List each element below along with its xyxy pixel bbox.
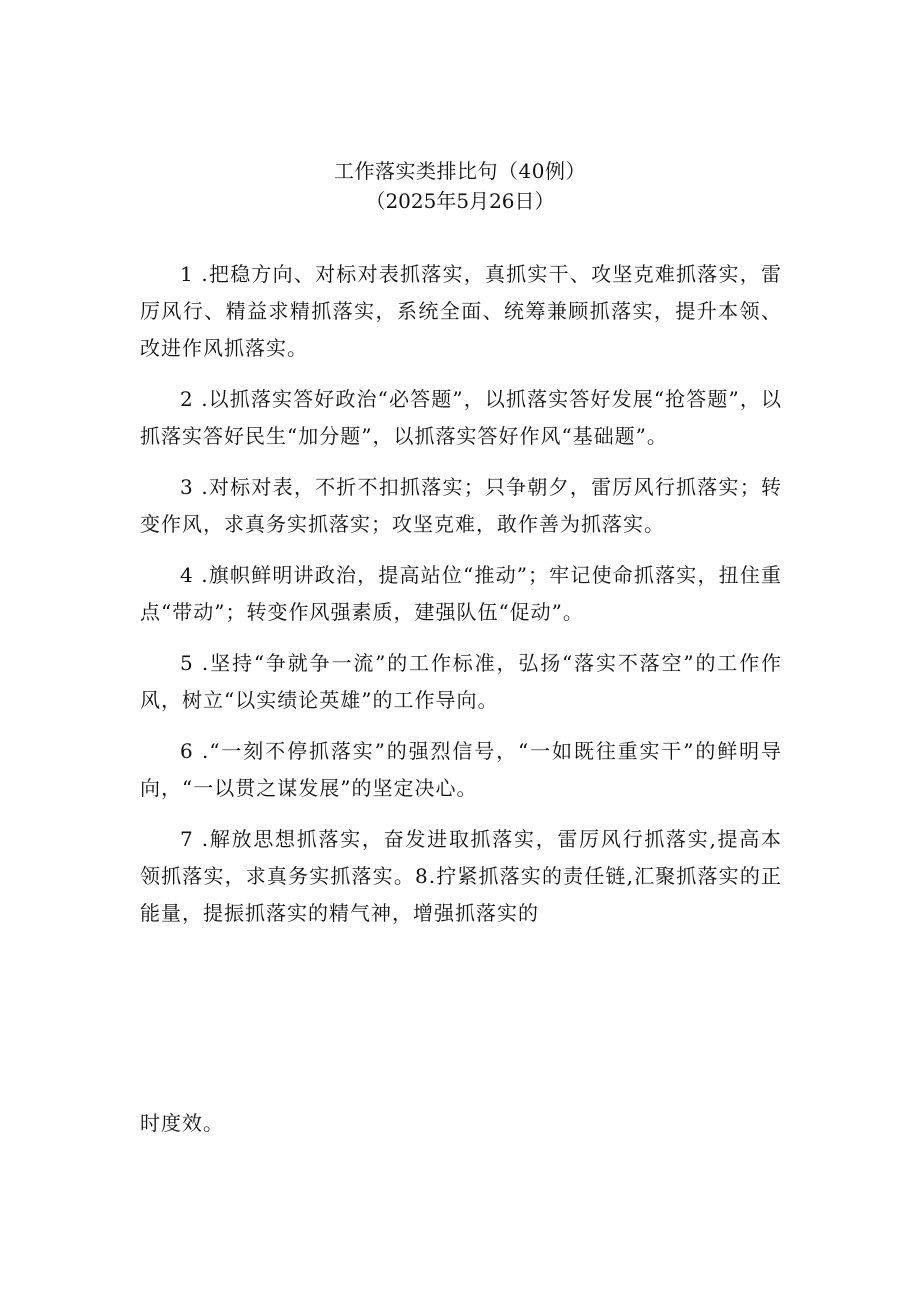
paragraph-7: 7 .解放思想抓落实，奋发进取抓落实，雷厉风行抓落实,提高本领抓落实，求真务实抓落实。8.拧紧抓落实的责任链,汇聚抓落实的正能量，提振抓落实的精气神，增强抓落实的 bbox=[140, 827, 782, 925]
paragraph-4: 4 .旗帜鲜明讲政治，提高站位“推动”；牢记使命抓落实，扭住重点“带动”；转变作风强素质，建强队伍“促动”。 bbox=[140, 563, 782, 624]
title-block bbox=[0, 156, 920, 216]
document-body bbox=[140, 256, 782, 946]
paragraph-6: 6 .“一刻不停抓落实”的强烈信号，“一如既往重实干”的鲜明导向，“一以贯之谋发展”的坚定决心。 bbox=[140, 739, 782, 800]
document-date: （2025年5月26日） bbox=[365, 189, 555, 213]
paragraph-3: 3 .对标对表，不折不扣抓落实；只争朝夕，雷厉风行抓落实；转变作风，求真务实抓落实；攻坚克难，敢作善为抓落实。 bbox=[140, 475, 782, 536]
paragraph-1: 1 .把稳方向、对标对表抓落实，真抓实干、攻坚克难抓落实，雷厉风行、精益求精抓落实，系统全面、统筹兼顾抓落实，提升本领、改进作风抓落实。 bbox=[140, 262, 782, 360]
document-title: 工作落实类排比句（40例） bbox=[334, 159, 586, 183]
paragraph-2: 2 .以抓落实答好政治“必答题”，以抓落实答好发展“抢答题”，以抓落实答好民生“加分题”，以抓落实答好作风“基础题”。 bbox=[140, 387, 782, 448]
paragraph-tail: 时度效。 bbox=[140, 1111, 224, 1135]
paragraph-5: 5 .坚持“争就争一流”的工作标准，弘扬“落实不落空”的工作作风，树立“以实绩论英雄”的工作导向。 bbox=[140, 651, 782, 712]
